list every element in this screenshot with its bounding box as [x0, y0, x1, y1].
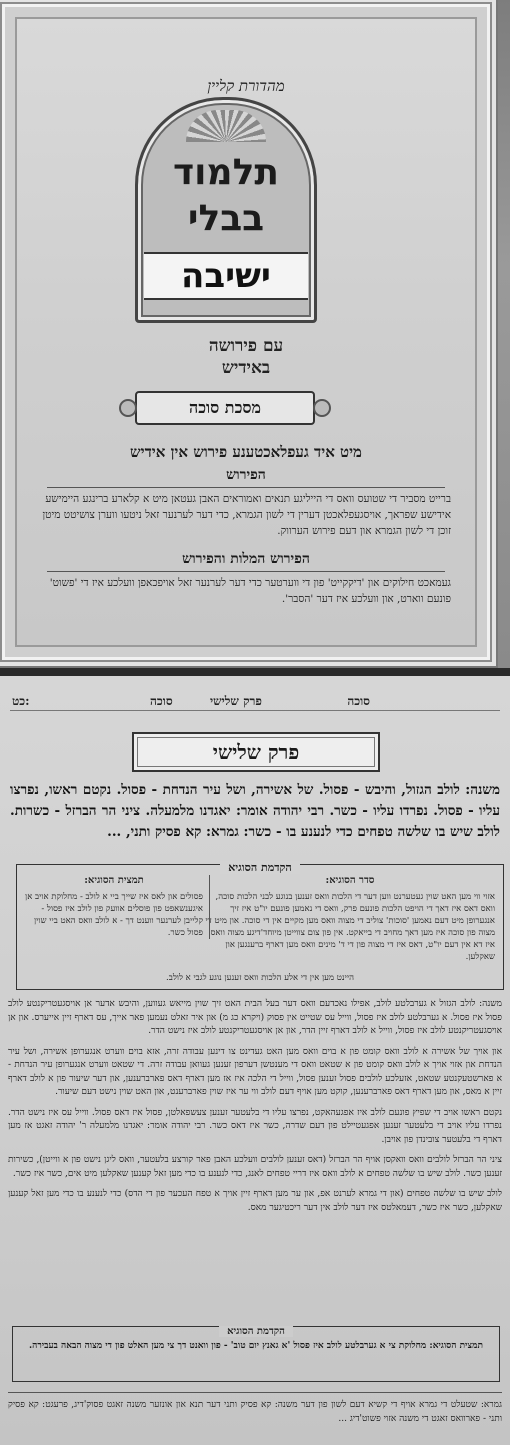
section1-rule [47, 487, 445, 488]
section1-text: ברייט מסביר די שטועס וואס די הייליגע תנאים ואמוראים האבן געטאן מיט א קלארע ברינגע היימישע אידישע שפראך, אויסגעפלאכטן דערין די לשון הגמרא, כדי דער לערנער זאל ניטעו ווערן צושיטט מיטן זוכן די לשון הגמרא און דעם פירוש הערווק. [42, 493, 451, 537]
cover-photo [0, 0, 510, 668]
cover-subtitle: מיט איד געפלאכטענע פירוש אין אידיש [130, 443, 362, 461]
intro-left-heading: תמצית הסוגיא: [84, 875, 144, 886]
commentary-line-1: עם פירושה [208, 336, 284, 356]
photo-gap [0, 668, 510, 676]
section2-text: געמאכט חילוקים און 'דיקקייט' פון די ווערטער כדי דער לערנער זאל אויפכאפן וועלכע איז די 'פשוט' פונעם ווארט, און וועלכע איז דער 'הסבר'. [49, 577, 451, 605]
header-rule [10, 710, 500, 711]
cover-frame [15, 17, 477, 647]
chapter-title: פרק שלישי [132, 732, 380, 772]
commentary-paragraph: נקטם ראשו אויב די שפיץ פונעם לולב איז אפגעהאקט, נפרצו עליו די בלעטער זענען צעשפאלטן, פסול איז דאס פסול. ווייל עס איז נישט הדר. נפרדו עליו אויב די בלעטער זענען אפגעטיילט פון דעם שדרה, כשר איז דאס כשר. רבי יהודה אומר: יאגדנו מלמעלה ר' יהודה זאגט אז מען דארף די בלעטער צובינדן פון אויבן. [8, 1107, 502, 1145]
title-arch [135, 97, 317, 323]
title-line-2: בבלי [187, 198, 265, 239]
intro-right-column [205, 875, 495, 963]
arch-fan-ornament [186, 110, 266, 142]
intro-left-column [25, 875, 210, 939]
intro-left-text: פסולים און לאס איז שייך ביי א לולב - מחלוקת אויב אן איגענשאפט פון פוסלים אוועק פון לולב איז פסול - קלייבן לערנער ווענט דך - א לולב וואס האט ביי שוין פסול כשר. [25, 892, 203, 938]
header-tractate-right: סוכה [347, 694, 370, 708]
summary-text: תמצית הסוגיא: מחלוקת צי א גערבלטע לולב איז פסול 'א גאנץ יום טוב' - פון וואנט דך צי מען האלט פון די מצוה הבאה בעבירה. [29, 1341, 483, 1351]
gemara-text: גמרא: שטעלט די גמרא אויף די קשיא דעם לשון פון דער משנה: קא פסיק ותני דער תנא און אונזער משנה זאגט פסוק'דיג, פרעגט: קא פסיק ותני - פארוואס זאגט די משנה אזוי פשוט'דיג ... [8, 1400, 502, 1424]
title-line-1: תלמוד [173, 152, 279, 193]
intro-footer: היינט מען אין די אלע הלכות וואס זענען נוגע לגבי א לולב. [166, 973, 354, 983]
series-band: ישיבה [144, 252, 308, 300]
intro-right-text: אזוי ווי מען האט שוין געטערנט ווען דער די הלכות וואס זענען בנוגע לבני הלכות סוכה, וואס דאס איז דאך די הויפט הלכות פונעם פרק, וואס די נאמען פונעם יו"ט איז זיך אנגערופן מיט דעם נאמען 'סוכות' צוליב די מצוה וואס מען מקיים אין די סוכה. און מיט די מצוה פון סוכה איז מען דאך מחויב די בייאקט. אין פון צום צווייטן מיוחד'דיגע מצוה וואס איז דא אין דעם יו"ט, דאס איז די מצוה פון די ד' מינים וואס מען דארף ברענגען און שאקלען. [205, 892, 495, 962]
commentary-body [8, 998, 502, 1222]
intro-box [16, 861, 504, 990]
summary-title: הקדמת הסוגיא [219, 1326, 293, 1337]
commentary-line [17, 335, 475, 379]
mishnah-text: משנה: לולב הגזול, והיבש - פסול. של אשירה, ושל עיר הנדחת - פסול. נקטם ראשו, נפרצו עליו - פסול. נפרדו עליו - כשר. רבי יהודה אומר: יאגדנו מלמעלה. ציני הר הברזל - כשרות. לולב שיש בו שלשה טפחים כדי לנענע בו - כשר: גמרא: קא פסיק ותני, ... [10, 782, 500, 840]
bottom-rule [8, 1392, 502, 1393]
commentary-paragraph: משנה: לולב הגזול א גערבלטע לולב, אפילו נאכדעם וואס דער בעל הבית האט זיך שוין מייאש געווען, והיבש אדער אן אויסגעטריקנטע לולב פסול איז פסול. א גערבלטע לולב איז פסול, ווייל עס שטייט אין פסוק (ויקרא כג מ) און איר זאלט נעמען פאר אייך, עס דארף זיין אייערס. און אן אויסגעטריקנטע לולב איז פסול, ווייל א לולב דארף זיין הדר, און אן אויסגעטריקנטע לולב איז נישט הדר. [8, 999, 502, 1036]
commentary-paragraph: לולב שיש בו שלשה טפחים (און די גמרא לערנט אפ, און ער מען דארף זיין אויך א טפח העכער פון די הדס) כדי לנענע בו כדי מען זאל קענען שאקלען, כשר איז כשר, דעמאלטס איז דער לולב אין דער ריכטיגער מאס. [8, 1189, 502, 1213]
section2-title: הפירוש המלות והפירוש [182, 551, 310, 567]
intro-right-heading: סדר הסוגיא: [325, 875, 375, 886]
intro-title: הקדמת הסוגיא [220, 861, 300, 874]
commentary-line-2: באידיש [221, 358, 271, 378]
commentary-paragraph: ציני הר הברזל לולבים וואס וואקסן אויף הר הברזל (דאס זענען לולבים וועלכע האבן פאר קורצע בלעטער, וואס ליגן נישט פון א ווייטן), כשירות זענען כשר. לולב שיש בו שלשה טפחים א לולב וואס איז דריי טפחים לאנג, כדי לנענע בו כדי מען זאל קענען שאקלען מיט אים, כשר איז כשר. [8, 1155, 502, 1179]
summary-box [12, 1326, 500, 1382]
inner-page [0, 676, 510, 1445]
tractate-plate: מסכת סוכה [135, 391, 315, 425]
book-cover [2, 4, 490, 660]
edition-label: מהדורת קליין [207, 77, 285, 95]
section2-rule [47, 571, 445, 572]
folio-number: כט: [12, 694, 30, 708]
section1-title: הפירוש [226, 467, 266, 483]
commentary-paragraph: און אויך של אשירה א לולב וואס קומט פון א בוים וואס מען האט געדינט צו דינען עבודה זרה, אזא בוים ווערט אנגערופן אשירה, ושל עיר הנדחת און אזוי אויך א לולב וואס קומט פון א שטאט וואס די מענטשן דערפון זענען געוואן עבודה זרה. די שטאט ווערט אנגערופן עיר הנדחת - א פארשטעקנטע שטאט, אזעלכע לולבים פסול זענען פסול, ווייל די הלכה איז אז מען דארף דאס פארברענען, און דער שיעור פון א לולב דארף זיין א מאס, און מען דארף דאס פארברענען, קוקט מען אויף דעם לולב ווי ער איז שוין פארברענט, און האט שוין נישט דעם שיעור. [8, 1046, 502, 1097]
header-chapter: פרק שלישי [210, 694, 262, 708]
header-tractate-left: סוכה [150, 694, 173, 708]
